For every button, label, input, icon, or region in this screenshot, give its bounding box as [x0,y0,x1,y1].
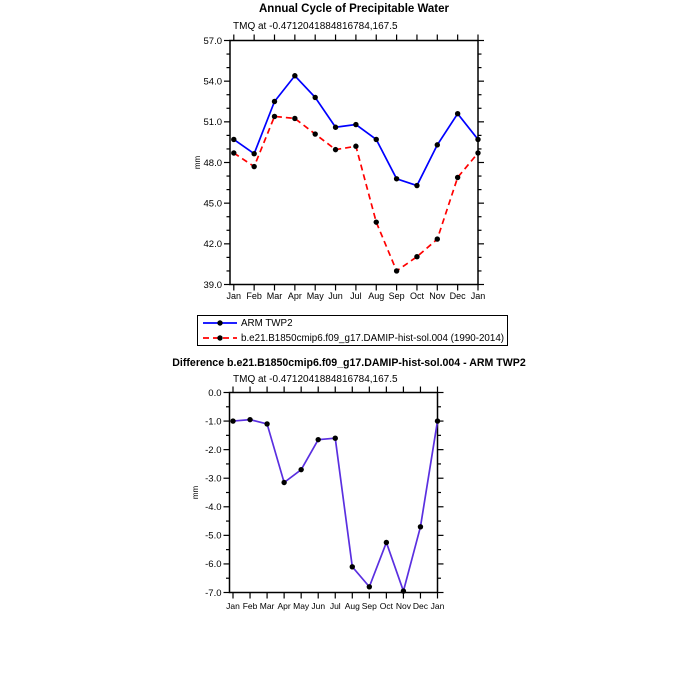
x-tick-label: Jan [430,601,445,611]
data-point-marker [333,436,338,441]
data-point-marker [313,131,318,136]
data-point-marker [350,564,355,569]
x-tick-label: Jul [329,601,341,611]
data-point-marker [333,125,338,130]
x-tick-label: Feb [242,601,258,611]
y-axis-unit-label: mm [193,155,202,170]
y-tick-label: -1.0 [205,416,222,428]
data-point-marker [292,73,297,78]
chart-0 [193,35,485,302]
x-tick-label: Dec [449,291,466,301]
legend-obs-marker-icon [217,320,222,325]
data-point-marker [374,137,379,142]
y-tick-label: 48.0 [203,157,222,169]
x-tick-label: Feb [246,291,262,301]
x-tick-label: Oct [409,291,424,301]
data-point-marker [230,418,235,423]
y-tick-label: 45.0 [203,198,222,210]
data-point-marker [231,137,236,142]
x-tick-label: May [293,601,310,611]
y-axis-labels [205,388,221,599]
data-point-marker [316,437,321,442]
x-tick-label: Oct [379,601,393,611]
x-axis-labels [226,601,444,611]
data-point-marker [401,588,406,593]
diff-chart-subtitle: TMQ at -0.4712041884816784,167.5 [233,374,398,385]
data-point-marker [414,254,419,259]
y-axis-labels [204,36,223,291]
x-tick-label: Jan [470,291,486,301]
y-tick-label: -6.0 [205,559,222,571]
plot-box [230,41,478,285]
legend-item-model [201,331,507,345]
y-tick-label: -3.0 [205,473,222,485]
x-axis [234,35,478,291]
x-tick-label: Jun [311,601,326,611]
data-point-marker [367,584,372,589]
data-point-marker [313,95,318,100]
x-axis-labels [227,291,486,301]
legend-label-model: b.e21.B1850cmip6.f09_g17.DAMIP-hist-sol.004 (1990-2014) [241,332,505,344]
data-point-marker [292,116,297,121]
legend-model-marker-icon [217,335,222,340]
x-tick-label: Aug [344,601,360,611]
x-tick-label: Jul [350,291,362,301]
data-point-marker [272,99,277,104]
legend-label-obs: ARM TWP2 [241,317,293,329]
data-point-marker [435,236,440,241]
data-point-marker [231,150,236,155]
chart-1 [191,387,445,612]
legend [197,315,508,346]
x-tick-label: Jan [226,601,240,611]
data-point-marker [374,219,379,224]
y-axis-unit-label: mm [191,485,200,500]
x-tick-label: Apr [287,291,302,301]
x-axis [233,387,438,599]
data-point-marker [475,137,480,142]
x-tick-label: Dec [412,601,429,611]
x-tick-label: Jun [328,291,343,301]
x-tick-label: May [306,291,324,301]
y-tick-label: 51.0 [203,117,222,129]
data-point-marker [281,480,286,485]
data-point-marker [251,164,256,169]
data-point-marker [455,111,460,116]
y-tick-label: -2.0 [205,444,222,456]
x-tick-label: Nov [395,601,411,611]
series-line-0 [233,420,438,591]
data-point-marker [475,150,480,155]
data-point-marker [247,417,252,422]
top-chart-title: Annual Cycle of Precipitable Water [258,3,450,15]
y-tick-label: 42.0 [203,239,222,251]
y-tick-label: 54.0 [203,76,222,88]
top-chart-subtitle: TMQ at -0.4712041884816784,167.5 [233,21,398,32]
data-point-marker [264,421,269,426]
data-point-marker [394,176,399,181]
data-point-marker [333,147,338,152]
data-point-marker [455,175,460,180]
x-tick-label: Nov [429,291,446,301]
y-tick-label: -5.0 [205,530,222,542]
legend-line-obs-icon [201,318,239,328]
series-markers-1 [231,114,481,274]
y-tick-label: -7.0 [205,587,222,599]
data-point-marker [353,122,358,127]
diff-chart-title: Difference b.e21.B1850cmip6.f09_g17.DAMIP-hist-sol.004 - ARM TWP2 [172,357,526,369]
data-point-marker [353,144,358,149]
data-point-marker [298,467,303,472]
x-tick-label: Jan [226,291,242,301]
series-line-0 [234,76,478,186]
data-point-marker [384,540,389,545]
y-tick-label: 0.0 [208,387,222,399]
data-point-marker [272,114,277,119]
y-tick-label: -4.0 [205,502,222,514]
y-axis [224,41,484,285]
data-point-marker [414,183,419,188]
x-tick-label: Mar [266,291,283,301]
x-tick-label: Aug [368,291,385,301]
x-tick-label: Mar [259,601,275,611]
legend-line-model-icon [201,333,239,343]
legend-item-obs [201,316,507,330]
y-tick-label: 57.0 [203,35,222,47]
y-tick-label: 39.0 [203,279,222,291]
data-point-marker [251,151,256,156]
data-point-marker [394,268,399,273]
data-point-marker [435,418,440,423]
x-tick-label: Sep [361,601,377,611]
x-tick-label: Sep [388,291,405,301]
x-tick-label: Apr [277,601,291,611]
data-point-marker [435,142,440,147]
data-point-marker [418,524,423,529]
